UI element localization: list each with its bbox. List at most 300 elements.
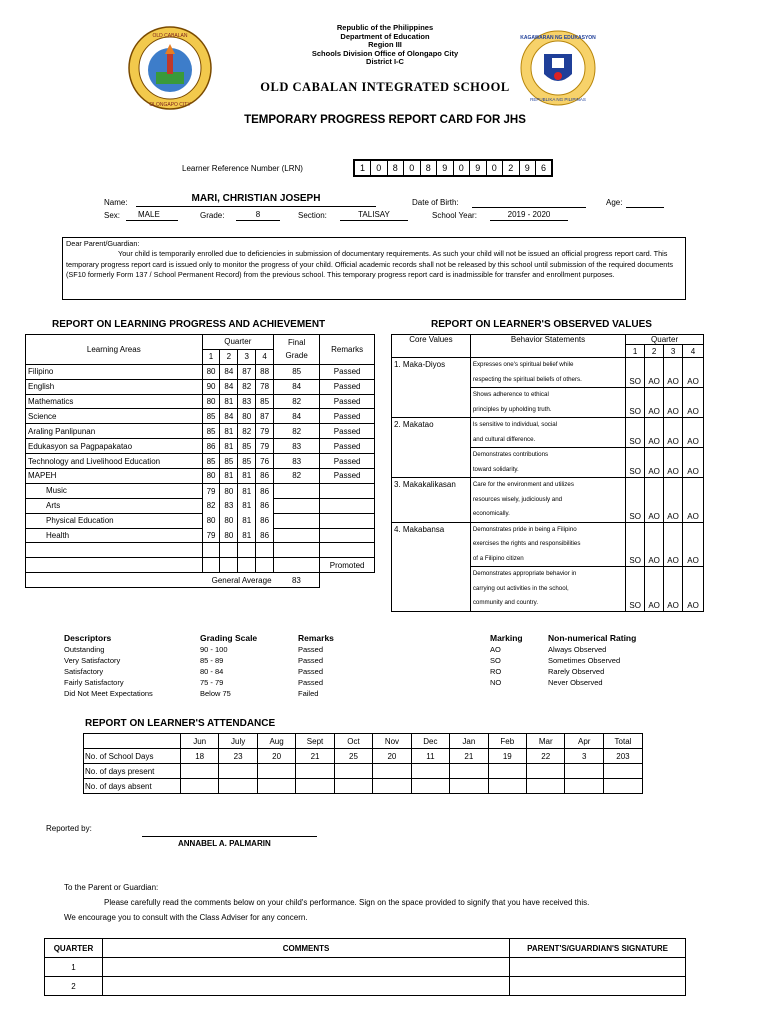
attendance-value: 203 bbox=[603, 749, 642, 764]
sex-value: MALE bbox=[126, 210, 178, 221]
attendance-value: 18 bbox=[180, 749, 218, 764]
quarter-number: 2 bbox=[645, 345, 664, 358]
statement-line: community and country. bbox=[472, 599, 539, 606]
letter-salutation: Dear Parent/Guardian: bbox=[66, 239, 140, 248]
name-label: Name: bbox=[104, 198, 128, 207]
scale-item: 80 - 84 bbox=[200, 667, 224, 676]
school-seal bbox=[128, 26, 212, 110]
rating-item: Always Observed bbox=[548, 645, 607, 654]
values-row bbox=[392, 522, 704, 567]
month-header: Oct bbox=[334, 734, 372, 749]
quarter-grade: 86 bbox=[256, 498, 274, 513]
remark-item: Passed bbox=[298, 656, 324, 665]
quarter-grade: 85 bbox=[202, 409, 220, 424]
attendance-value bbox=[527, 764, 565, 779]
quarter-grade: 80 bbox=[220, 483, 238, 498]
month-header: Aug bbox=[257, 734, 295, 749]
behavior-statement bbox=[470, 522, 625, 567]
statement-line: exercises the rights and responsibilities bbox=[472, 540, 581, 547]
quarter-grade: 79 bbox=[256, 439, 274, 454]
quarter-grade: 80 bbox=[238, 409, 256, 424]
value-rating: AO bbox=[645, 448, 664, 478]
progress-row bbox=[26, 469, 375, 484]
attendance-value: 20 bbox=[373, 749, 411, 764]
values-header-row bbox=[392, 335, 704, 345]
remarks: Passed bbox=[320, 409, 375, 424]
descriptor-item: Very Satisfactory bbox=[64, 656, 121, 665]
attendance-value bbox=[219, 764, 257, 779]
comment-field[interactable] bbox=[102, 977, 509, 996]
quarter-grade: 78 bbox=[256, 379, 274, 394]
scale-legend bbox=[200, 633, 290, 699]
learning-area: Technology and Livelihood Education bbox=[26, 454, 203, 469]
blank-cell bbox=[220, 543, 238, 558]
quarter-grade: 79 bbox=[256, 424, 274, 439]
sex-label: Sex: bbox=[104, 211, 121, 220]
quarter-grade: 82 bbox=[238, 379, 256, 394]
quarter-number: 3 bbox=[664, 345, 683, 358]
quarter-grade: 80 bbox=[220, 513, 238, 528]
lrn-digit: 9 bbox=[519, 160, 536, 176]
attendance-value: 3 bbox=[565, 749, 603, 764]
quarter-grade: 81 bbox=[220, 469, 238, 484]
final-grade: 83 bbox=[274, 454, 320, 469]
learning-area: Science bbox=[26, 409, 203, 424]
value-rating: AO bbox=[683, 567, 704, 612]
marking-item: RO bbox=[490, 667, 502, 676]
quarter-grade: 83 bbox=[220, 498, 238, 513]
month-header: Mar bbox=[527, 734, 565, 749]
header-district: District I-C bbox=[366, 57, 404, 66]
value-rating: AO bbox=[683, 418, 704, 448]
value-rating: AO bbox=[664, 448, 683, 478]
quarter-grade: 79 bbox=[202, 483, 220, 498]
attendance-value: 11 bbox=[411, 749, 449, 764]
core-value: 4. Makabansa bbox=[392, 522, 471, 611]
progress-row bbox=[26, 439, 375, 454]
descriptor-item: Fairly Satisfactory bbox=[64, 678, 124, 687]
attendance-value bbox=[334, 779, 372, 794]
attendance-value bbox=[373, 764, 411, 779]
learning-area: Filipino bbox=[26, 364, 203, 379]
values-row bbox=[392, 478, 704, 523]
final-grade bbox=[274, 528, 320, 543]
quarter-grade: 84 bbox=[220, 379, 238, 394]
descriptor-item: Did Not Meet Expectations bbox=[64, 689, 153, 698]
behavior-statement bbox=[470, 358, 625, 388]
attendance-value bbox=[565, 764, 603, 779]
comment-field[interactable] bbox=[102, 958, 509, 977]
remark-item: Failed bbox=[298, 689, 319, 698]
quarter-grade: 86 bbox=[256, 528, 274, 543]
value-rating: AO bbox=[664, 418, 683, 448]
progress-row bbox=[26, 424, 375, 439]
marking-label: Marking bbox=[490, 633, 523, 643]
sy-label: School Year: bbox=[432, 211, 477, 220]
learning-area: Physical Education bbox=[26, 513, 203, 528]
values-title: REPORT ON LEARNER'S OBSERVED VALUES bbox=[431, 319, 652, 330]
remarks: Passed bbox=[320, 424, 375, 439]
attendance-value bbox=[565, 779, 603, 794]
signature-field[interactable] bbox=[510, 977, 686, 996]
nonnum-label: Non-numerical Rating bbox=[548, 633, 637, 643]
attendance-value bbox=[450, 779, 488, 794]
progress-row bbox=[26, 454, 375, 469]
to-parent: To the Parent or Guardian: bbox=[64, 883, 159, 892]
remark-item: Passed bbox=[298, 645, 324, 654]
month-header: Nov bbox=[373, 734, 411, 749]
grade-value: 8 bbox=[236, 210, 280, 221]
attendance-month-row bbox=[84, 734, 643, 749]
behavior-statement bbox=[470, 388, 625, 418]
quarter-grade: 80 bbox=[202, 513, 220, 528]
attendance-value bbox=[488, 764, 526, 779]
quarter-grade: 80 bbox=[202, 364, 220, 379]
remarks: Passed bbox=[320, 439, 375, 454]
attendance-value bbox=[334, 764, 372, 779]
attendance-row-label: No. of days absent bbox=[84, 779, 181, 794]
progress-row bbox=[26, 513, 375, 528]
attendance-value: 22 bbox=[527, 749, 565, 764]
quarter-number: 2 bbox=[220, 349, 238, 364]
value-rating: AO bbox=[645, 388, 664, 418]
value-rating: AO bbox=[645, 522, 664, 567]
lrn-label: Learner Reference Number (LRN) bbox=[182, 164, 303, 173]
quarter-grade: 86 bbox=[202, 439, 220, 454]
lrn-digit: 0 bbox=[404, 160, 421, 176]
svg-text:KAGAWARAN NG EDUKASYON: KAGAWARAN NG EDUKASYON bbox=[520, 35, 596, 41]
final-grade: 84 bbox=[274, 379, 320, 394]
statement-line: Care for the environment and utilizes bbox=[472, 481, 574, 488]
header-division: Schools Division Office of Olongapo City bbox=[311, 48, 459, 58]
behavior-statement bbox=[470, 478, 625, 523]
remarks bbox=[320, 513, 375, 528]
value-rating: AO bbox=[683, 388, 704, 418]
progress-row bbox=[26, 364, 375, 379]
marking-item: SO bbox=[490, 656, 501, 665]
grade-label: Grade: bbox=[200, 211, 225, 220]
attendance-value bbox=[257, 779, 295, 794]
col-core-values: Core Values bbox=[392, 335, 471, 358]
dob-value bbox=[472, 196, 586, 208]
value-rating: AO bbox=[645, 567, 664, 612]
svg-text:REPUBLIKA NG PILIPINAS: REPUBLIKA NG PILIPINAS bbox=[530, 97, 586, 102]
learning-area: Music bbox=[26, 483, 203, 498]
descriptor-legend bbox=[64, 633, 194, 699]
quarter-number: 4 bbox=[683, 345, 704, 358]
blank-cell bbox=[238, 543, 256, 558]
progress-table bbox=[25, 334, 375, 588]
instruction-line2: We encourage you to consult with the Class Adviser for any concern. bbox=[64, 913, 308, 922]
remarks bbox=[320, 528, 375, 543]
attendance-title: REPORT ON LEARNER'S ATTENDANCE bbox=[85, 718, 276, 729]
attendance-row bbox=[84, 779, 643, 794]
comment-quarter: 2 bbox=[45, 977, 103, 996]
quarter-grade: 84 bbox=[220, 364, 238, 379]
learning-area: Edukasyon sa Pagpapakatao bbox=[26, 439, 203, 454]
month-header: Apr bbox=[565, 734, 603, 749]
statement-line: carrying out activities in the school, bbox=[472, 584, 569, 592]
attendance-value: 23 bbox=[219, 749, 257, 764]
marking-legend bbox=[490, 633, 546, 688]
value-rating: AO bbox=[683, 478, 704, 523]
progress-row bbox=[26, 483, 375, 498]
remarks-label: Remarks bbox=[298, 633, 334, 643]
final-grade: 85 bbox=[274, 364, 320, 379]
quarter-grade: 85 bbox=[202, 454, 220, 469]
attendance-row bbox=[84, 749, 643, 764]
lrn-digit: 9 bbox=[437, 160, 454, 176]
value-rating: SO bbox=[626, 388, 645, 418]
attendance-value bbox=[411, 779, 449, 794]
quarter-grade: 85 bbox=[256, 394, 274, 409]
age-value bbox=[626, 196, 664, 208]
attendance-value bbox=[527, 779, 565, 794]
blank-cell bbox=[274, 543, 320, 558]
remark-item: Passed bbox=[298, 667, 324, 676]
quarter-grade: 87 bbox=[238, 364, 256, 379]
month-header: July bbox=[219, 734, 257, 749]
statement-line: Shows adherence to ethical bbox=[472, 391, 549, 398]
scale-label: Grading Scale bbox=[200, 633, 258, 643]
progress-row bbox=[26, 394, 375, 409]
statement-line: and cultural difference. bbox=[472, 435, 536, 443]
value-rating: AO bbox=[683, 522, 704, 567]
value-rating: AO bbox=[664, 478, 683, 523]
attendance-value bbox=[411, 764, 449, 779]
attendance-value bbox=[180, 764, 218, 779]
scale-item: 90 - 100 bbox=[200, 645, 228, 654]
blank-cell bbox=[84, 734, 181, 749]
quarter-grade: 83 bbox=[238, 394, 256, 409]
value-rating: SO bbox=[626, 478, 645, 523]
final-grade: 83 bbox=[274, 439, 320, 454]
attendance-value: 21 bbox=[296, 749, 334, 764]
remarks: Passed bbox=[320, 394, 375, 409]
comments-col-comments: COMMENTS bbox=[102, 939, 509, 958]
remarks-legend bbox=[298, 633, 368, 699]
letter-body: Your child is temporarily enrolled due to deficiencies in submission of documentary requirements. As such your child will not be issued an official progress report card. This temporary progress report card is issued only to monitor the progress of your child. Official academic records shall not be released by this school until submission of the required documents (SF10 formerly Form 137 / School Permanent Record) from the previous school. This temporary progress report card is inadmissible for transfer and enrollment purposes. bbox=[66, 249, 674, 280]
blank-cell bbox=[256, 558, 274, 573]
values-row bbox=[392, 358, 704, 388]
progress-title: REPORT ON LEARNING PROGRESS AND ACHIEVEMENT bbox=[52, 319, 326, 330]
lrn-digit: 0 bbox=[371, 160, 388, 176]
quarter-grade: 80 bbox=[202, 394, 220, 409]
quarter-number: 1 bbox=[202, 349, 220, 364]
remarks: Passed bbox=[320, 469, 375, 484]
quarter-grade: 87 bbox=[256, 409, 274, 424]
attendance-value bbox=[180, 779, 218, 794]
value-rating: SO bbox=[626, 522, 645, 567]
core-value: 3. Makakalikasan bbox=[392, 478, 471, 523]
col-quarter: Quarter bbox=[202, 335, 273, 350]
attendance-value bbox=[373, 779, 411, 794]
quarter-grade: 81 bbox=[238, 498, 256, 513]
final-grade bbox=[274, 483, 320, 498]
final-grade: 82 bbox=[274, 469, 320, 484]
month-header: Sept bbox=[296, 734, 334, 749]
descriptor-item: Outstanding bbox=[64, 645, 105, 654]
svg-text:OLD CABALAN: OLD CABALAN bbox=[152, 33, 188, 39]
behavior-statement bbox=[470, 567, 625, 612]
learning-area: Health bbox=[26, 528, 203, 543]
blank-cell bbox=[320, 573, 375, 588]
school-name: OLD CABALAN INTEGRATED SCHOOL bbox=[260, 80, 510, 94]
comments-table bbox=[44, 938, 686, 996]
remarks: Passed bbox=[320, 364, 375, 379]
scale-item: 85 - 89 bbox=[200, 656, 224, 665]
quarter-number: 3 bbox=[238, 349, 256, 364]
learning-area: Arts bbox=[26, 498, 203, 513]
scale-item: Below 75 bbox=[200, 689, 231, 698]
final-grade bbox=[274, 498, 320, 513]
quarter-grade: 81 bbox=[238, 528, 256, 543]
header-region: Region III bbox=[368, 40, 402, 49]
value-rating: AO bbox=[683, 448, 704, 478]
quarter-grade: 81 bbox=[220, 424, 238, 439]
quarter-grade: 86 bbox=[256, 483, 274, 498]
instruction-line1: Please carefully read the comments below on your child's performance. Sign on the space provided to signify that you have received this. bbox=[104, 898, 590, 907]
promoted-status: Promoted bbox=[320, 558, 375, 573]
remarks: Passed bbox=[320, 379, 375, 394]
page-title: TEMPORARY PROGRESS REPORT CARD FOR JHS bbox=[244, 114, 526, 126]
blank-cell bbox=[238, 558, 256, 573]
attendance-value: 21 bbox=[450, 749, 488, 764]
value-rating: AO bbox=[645, 418, 664, 448]
learning-area: English bbox=[26, 379, 203, 394]
value-rating: AO bbox=[664, 522, 683, 567]
values-table bbox=[391, 334, 704, 612]
statement-line: respecting the spiritual beliefs of others. bbox=[472, 375, 582, 383]
value-rating: SO bbox=[626, 418, 645, 448]
quarter-number: 4 bbox=[256, 349, 274, 364]
comment-row bbox=[45, 977, 686, 996]
lrn-digit: 6 bbox=[536, 160, 553, 176]
quarter-grade: 86 bbox=[256, 469, 274, 484]
dob-label: Date of Birth: bbox=[412, 198, 459, 207]
final-grade: 82 bbox=[274, 394, 320, 409]
final-grade: 82 bbox=[274, 424, 320, 439]
promoted-row bbox=[26, 558, 375, 573]
blank-cell bbox=[320, 543, 375, 558]
quarter-grade: 81 bbox=[220, 394, 238, 409]
remarks bbox=[320, 483, 375, 498]
quarter-grade: 81 bbox=[238, 483, 256, 498]
attendance-table bbox=[83, 733, 643, 794]
final-grade bbox=[274, 513, 320, 528]
col-behavior: Behavior Statements bbox=[470, 335, 625, 358]
value-rating: SO bbox=[626, 448, 645, 478]
lrn-digit: 8 bbox=[387, 160, 404, 176]
parent-letter-box bbox=[62, 237, 686, 300]
quarter-grade: 82 bbox=[202, 498, 220, 513]
marking-item: NO bbox=[490, 678, 502, 687]
month-header: Feb bbox=[488, 734, 526, 749]
name-value: MARI, CHRISTIAN JOSEPH bbox=[136, 193, 376, 207]
descriptor-item: Satisfactory bbox=[64, 667, 104, 676]
marking-item: AO bbox=[490, 645, 501, 654]
lrn-digit: 0 bbox=[486, 160, 503, 176]
quarter-grade: 88 bbox=[256, 364, 274, 379]
rating-item: Never Observed bbox=[548, 678, 603, 687]
quarter-grade: 81 bbox=[238, 513, 256, 528]
general-average-value: 83 bbox=[274, 573, 320, 588]
signature-line bbox=[142, 826, 317, 837]
signature-field[interactable] bbox=[510, 958, 686, 977]
progress-row bbox=[26, 528, 375, 543]
attendance-value bbox=[219, 779, 257, 794]
quarter-grade: 81 bbox=[220, 439, 238, 454]
rating-item: Rarely Observed bbox=[548, 667, 605, 676]
remarks bbox=[320, 498, 375, 513]
statement-line: Demonstrates contributions bbox=[472, 451, 549, 458]
header-republic: Republic of the Philippines bbox=[336, 23, 434, 32]
values-row bbox=[392, 418, 704, 448]
progress-blank-row bbox=[26, 543, 375, 558]
progress-row bbox=[26, 498, 375, 513]
core-value: 2. Makatao bbox=[392, 418, 471, 478]
blank-cell bbox=[202, 558, 220, 573]
value-rating: AO bbox=[664, 388, 683, 418]
value-rating: AO bbox=[664, 567, 683, 612]
quarter-grade: 84 bbox=[220, 409, 238, 424]
blank-cell bbox=[256, 543, 274, 558]
statement-line: toward solidarity. bbox=[472, 465, 519, 473]
rating-item: Sometimes Observed bbox=[548, 656, 621, 665]
lrn-digit: 2 bbox=[503, 160, 520, 176]
attendance-row bbox=[84, 764, 643, 779]
comment-quarter: 1 bbox=[45, 958, 103, 977]
blank-cell bbox=[202, 543, 220, 558]
final-grade: 84 bbox=[274, 409, 320, 424]
attendance-value bbox=[488, 779, 526, 794]
statement-line: economically. bbox=[472, 510, 510, 517]
comment-row bbox=[45, 958, 686, 977]
descriptors-label: Descriptors bbox=[64, 633, 112, 643]
sy-value: 2019 - 2020 bbox=[490, 210, 568, 221]
quarter-grade: 82 bbox=[238, 424, 256, 439]
learning-area: Mathematics bbox=[26, 394, 203, 409]
blank-cell bbox=[274, 558, 320, 573]
col-learning-areas: Learning Areas bbox=[26, 335, 203, 365]
statement-line: Is sensitive to individual, social bbox=[472, 421, 558, 428]
remarks: Passed bbox=[320, 454, 375, 469]
statement-line: resources wisely, judiciously and bbox=[472, 495, 563, 503]
value-rating: SO bbox=[626, 567, 645, 612]
statement-line: Demonstrates pride in being a Filipino bbox=[472, 525, 577, 533]
scale-item: 75 - 79 bbox=[200, 678, 224, 687]
behavior-statement bbox=[470, 418, 625, 448]
attendance-value bbox=[257, 764, 295, 779]
quarter-number: 1 bbox=[626, 345, 645, 358]
quarter-grade: 80 bbox=[220, 528, 238, 543]
month-header: Total bbox=[603, 734, 642, 749]
learning-area: MAPEH bbox=[26, 469, 203, 484]
core-value: 1. Maka-Diyos bbox=[392, 358, 471, 418]
remark-item: Passed bbox=[298, 678, 324, 687]
value-rating: AO bbox=[645, 358, 664, 388]
quarter-grade: 81 bbox=[238, 469, 256, 484]
lrn-digit: 8 bbox=[420, 160, 437, 176]
statement-line: principles by upholding truth. bbox=[472, 405, 552, 413]
quarter-grade: 90 bbox=[202, 379, 220, 394]
progress-row bbox=[26, 409, 375, 424]
lrn-digit: 0 bbox=[453, 160, 470, 176]
age-label: Age: bbox=[606, 198, 623, 207]
reported-by-label: Reported by: bbox=[46, 824, 92, 833]
col-final-grade: Final Grade bbox=[274, 335, 320, 365]
attendance-row-label: No. of days present bbox=[84, 764, 181, 779]
